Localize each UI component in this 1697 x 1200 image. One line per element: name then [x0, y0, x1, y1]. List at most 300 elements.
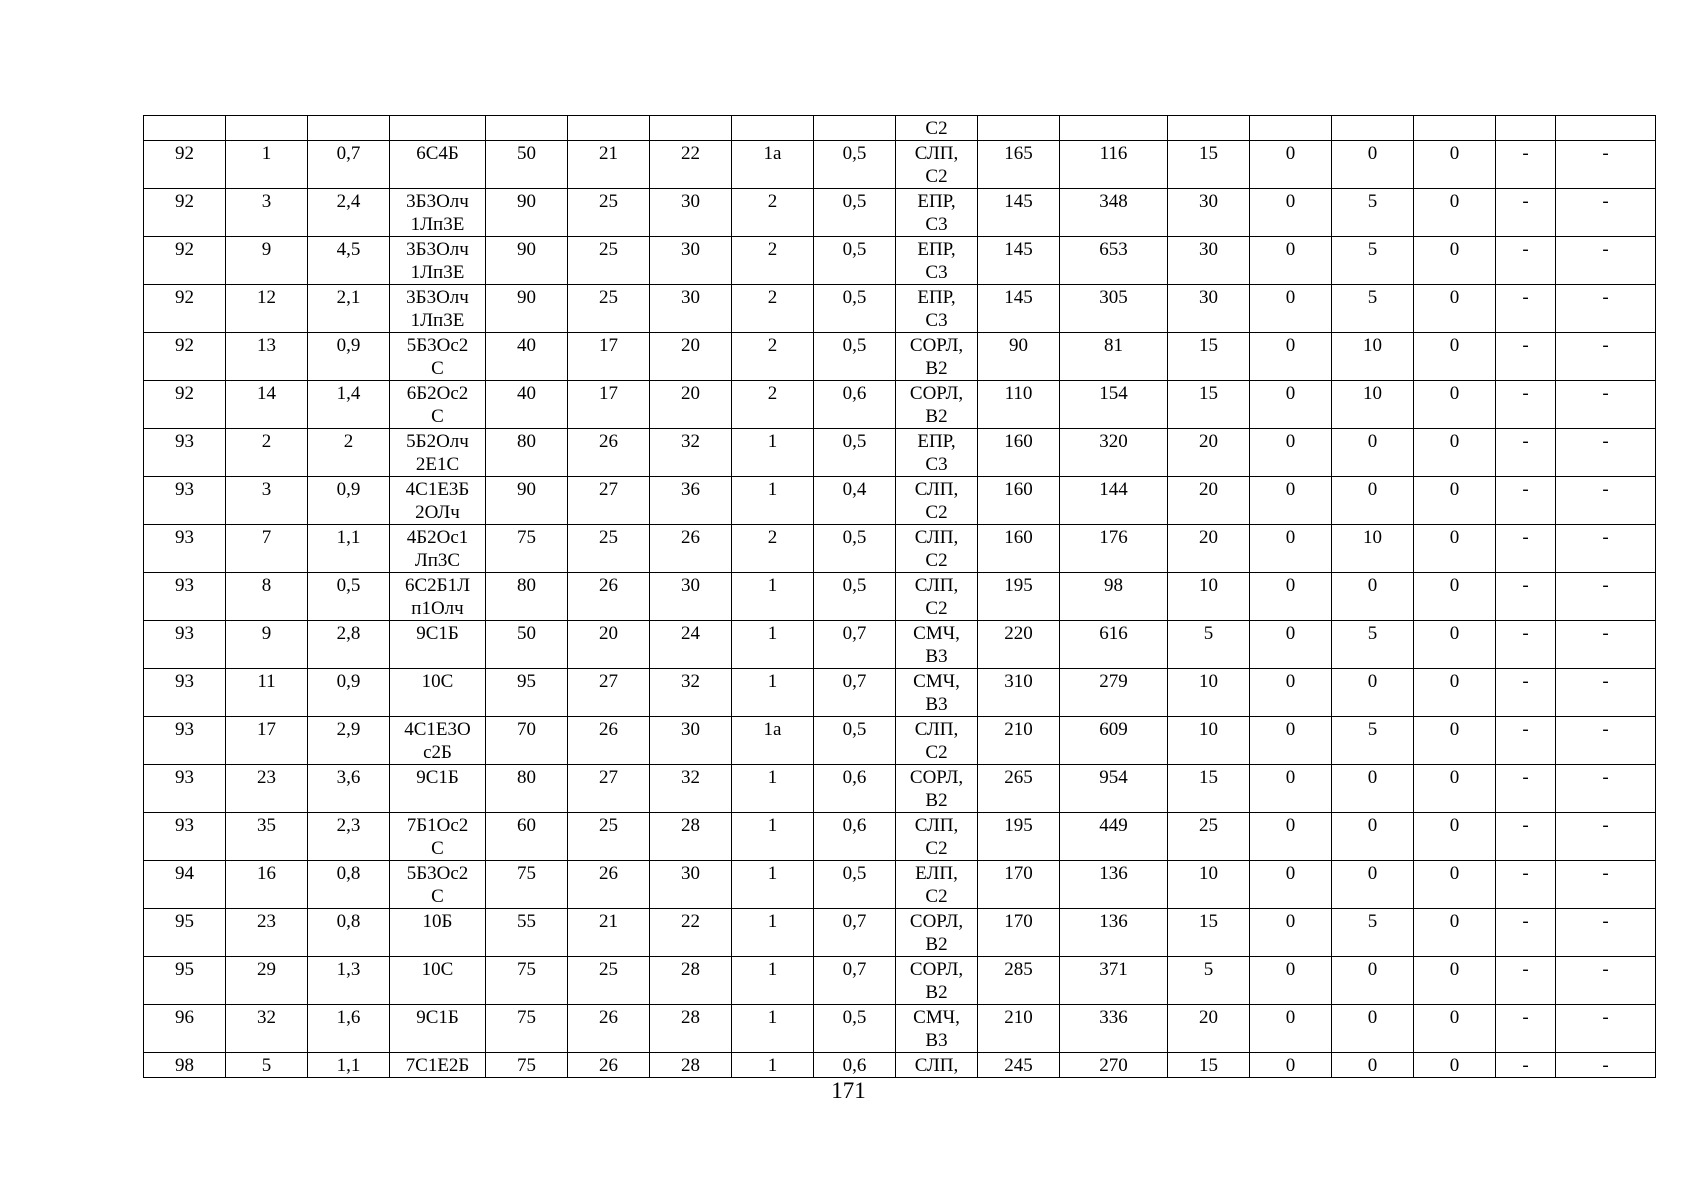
table-cell: 20 — [1168, 429, 1250, 477]
table-cell: 5Б3Ос2 С — [390, 861, 486, 909]
table-cell: 4,5 — [308, 237, 390, 285]
table-cell: 2,3 — [308, 813, 390, 861]
table-cell: - — [1496, 717, 1556, 765]
table-cell: 2 — [226, 429, 308, 477]
table-cell: 10Б — [390, 909, 486, 957]
table-cell: 305 — [1060, 285, 1168, 333]
table-cell: 28 — [650, 1053, 732, 1078]
table-cell: 0 — [1414, 621, 1496, 669]
table-cell: 954 — [1060, 765, 1168, 813]
table-cell: 0 — [1414, 1005, 1496, 1053]
table-cell: 0,5 — [814, 525, 896, 573]
table-cell: 98 — [144, 1053, 226, 1078]
table-cell: 0 — [1414, 765, 1496, 813]
table-cell: 1,1 — [308, 525, 390, 573]
table-cell: 1 — [732, 1005, 814, 1053]
table-cell: 20 — [568, 621, 650, 669]
table-cell: 0 — [1250, 477, 1332, 525]
table-cell: - — [1496, 813, 1556, 861]
table-cell: 26 — [568, 861, 650, 909]
table-cell: 0 — [1250, 237, 1332, 285]
table-cell: 5Б2Олч 2Е1С — [390, 429, 486, 477]
table-cell: 26 — [568, 429, 650, 477]
table-cell: 5Б3Ос2 С — [390, 333, 486, 381]
table-cell: - — [1496, 525, 1556, 573]
table-cell: 0,7 — [814, 957, 896, 1005]
table-cell: 170 — [978, 909, 1060, 957]
table-cell: СОРЛ, В2 — [896, 765, 978, 813]
table-cell: 14 — [226, 381, 308, 429]
table-cell: 616 — [1060, 621, 1168, 669]
table-cell: 10С — [390, 669, 486, 717]
table-cell: 26 — [568, 573, 650, 621]
table-cell: 90 — [486, 189, 568, 237]
table-row — [144, 477, 1656, 525]
table-cell: 4С1Е3Б 2ОЛч — [390, 477, 486, 525]
table-cell: 21 — [568, 909, 650, 957]
table-cell: 5 — [226, 1053, 308, 1078]
table-cell: 21 — [568, 141, 650, 189]
table-cell: 92 — [144, 189, 226, 237]
table-cell: 5 — [1168, 957, 1250, 1005]
table-cell: 0 — [1332, 429, 1414, 477]
table-cell: 10 — [1168, 573, 1250, 621]
table-cell: - — [1556, 333, 1656, 381]
table-cell: 20 — [1168, 1005, 1250, 1053]
table-cell: 279 — [1060, 669, 1168, 717]
table-cell: 3 — [226, 189, 308, 237]
table-cell: - — [1496, 909, 1556, 957]
table-cell: 5 — [1332, 285, 1414, 333]
table-cell: 10 — [1168, 717, 1250, 765]
table-cell: 1 — [732, 957, 814, 1005]
table-cell: 0 — [1250, 813, 1332, 861]
table-cell: 75 — [486, 1053, 568, 1078]
table-cell: 371 — [1060, 957, 1168, 1005]
table-cell: 23 — [226, 909, 308, 957]
table-cell: 2,9 — [308, 717, 390, 765]
table-row — [144, 116, 1656, 141]
table-cell: 2 — [732, 285, 814, 333]
table-cell: 116 — [1060, 141, 1168, 189]
table-cell: - — [1556, 861, 1656, 909]
table-cell: 0,5 — [814, 237, 896, 285]
table-cell: 96 — [144, 1005, 226, 1053]
table-cell: 2 — [732, 525, 814, 573]
table-cell: 160 — [978, 525, 1060, 573]
table-cell: 55 — [486, 909, 568, 957]
table-cell: 0 — [1414, 861, 1496, 909]
table-cell: 1,1 — [308, 1053, 390, 1078]
table-cell: 9С1Б — [390, 1005, 486, 1053]
table-cell — [1250, 116, 1332, 141]
table-cell: 93 — [144, 765, 226, 813]
table-cell: 16 — [226, 861, 308, 909]
table-cell: 0,5 — [814, 141, 896, 189]
table-cell: 0 — [1250, 1053, 1332, 1078]
table-cell: 1 — [732, 477, 814, 525]
table-cell: 2,1 — [308, 285, 390, 333]
table-cell: 2 — [308, 429, 390, 477]
table-cell: 0 — [1414, 237, 1496, 285]
table-cell: 9 — [226, 621, 308, 669]
table-cell: - — [1556, 285, 1656, 333]
table-cell: 3,6 — [308, 765, 390, 813]
table-cell: - — [1556, 237, 1656, 285]
table-cell: 210 — [978, 1005, 1060, 1053]
table-cell: 0,6 — [814, 381, 896, 429]
table-cell: - — [1496, 141, 1556, 189]
table-cell: 75 — [486, 525, 568, 573]
table-cell: 92 — [144, 141, 226, 189]
table-cell: 0 — [1250, 429, 1332, 477]
table-cell: - — [1496, 189, 1556, 237]
table-cell: 0 — [1414, 189, 1496, 237]
table-cell: 5 — [1332, 909, 1414, 957]
table-cell: 1а — [732, 141, 814, 189]
table-cell: 0 — [1414, 141, 1496, 189]
table-cell: ЕПР, С3 — [896, 189, 978, 237]
table-cell: - — [1556, 141, 1656, 189]
table-cell: 32 — [650, 429, 732, 477]
table-cell: 25 — [568, 813, 650, 861]
table-row — [144, 333, 1656, 381]
table-row — [144, 1005, 1656, 1053]
table-cell: 93 — [144, 813, 226, 861]
table-cell: 50 — [486, 621, 568, 669]
table-cell: 0,4 — [814, 477, 896, 525]
table-cell: 93 — [144, 717, 226, 765]
table-cell: 6С2Б1Л п1Олч — [390, 573, 486, 621]
table-cell: СМЧ, В3 — [896, 1005, 978, 1053]
table-cell: 30 — [1168, 237, 1250, 285]
table-cell: 1 — [732, 621, 814, 669]
table-cell: 0 — [1332, 1053, 1414, 1078]
table-cell: 1 — [732, 765, 814, 813]
table-cell: 30 — [650, 717, 732, 765]
table-cell: - — [1496, 429, 1556, 477]
table-cell: 11 — [226, 669, 308, 717]
table-cell: ЕЛП, С2 — [896, 861, 978, 909]
table-cell: 28 — [650, 813, 732, 861]
table-cell: - — [1496, 333, 1556, 381]
table-cell: 93 — [144, 621, 226, 669]
table-cell — [1414, 116, 1496, 141]
table-cell: 3Б3Олч 1Лп3Е — [390, 237, 486, 285]
table-cell: 90 — [486, 285, 568, 333]
table-cell: 0 — [1250, 189, 1332, 237]
table-cell: 1 — [732, 429, 814, 477]
table-cell: 160 — [978, 429, 1060, 477]
table-cell: 2,4 — [308, 189, 390, 237]
table-cell: 2 — [732, 237, 814, 285]
table-cell: 0 — [1332, 861, 1414, 909]
table-cell: СЛП, С2 — [896, 813, 978, 861]
table-cell: 0,5 — [814, 573, 896, 621]
table-cell: С2 — [896, 116, 978, 141]
table-cell: 154 — [1060, 381, 1168, 429]
table-cell: 60 — [486, 813, 568, 861]
table-cell: 30 — [650, 861, 732, 909]
table-cell: 265 — [978, 765, 1060, 813]
table-cell: 27 — [568, 669, 650, 717]
table-cell: 30 — [650, 573, 732, 621]
table-cell: - — [1556, 621, 1656, 669]
table-cell: 15 — [1168, 333, 1250, 381]
table-cell: 28 — [650, 1005, 732, 1053]
table-cell: 1 — [226, 141, 308, 189]
table-cell: 0 — [1414, 957, 1496, 1005]
table-cell: 0 — [1414, 669, 1496, 717]
forest-inventory-table — [143, 115, 1656, 1078]
table-cell: 93 — [144, 525, 226, 573]
table-cell: 93 — [144, 669, 226, 717]
table-cell — [1060, 116, 1168, 141]
table-cell: 3Б3Олч 1Лп3Е — [390, 189, 486, 237]
table-cell: - — [1556, 429, 1656, 477]
table-cell: 20 — [1168, 525, 1250, 573]
table-row — [144, 861, 1656, 909]
table-cell: СЛП, С2 — [896, 525, 978, 573]
table-row — [144, 237, 1656, 285]
table-cell: 95 — [486, 669, 568, 717]
table-cell: 75 — [486, 861, 568, 909]
table-cell: 40 — [486, 381, 568, 429]
table-cell: 0,7 — [814, 621, 896, 669]
table-cell: 1 — [732, 909, 814, 957]
table-cell: 4Б2Ос1 Лп3С — [390, 525, 486, 573]
table-cell: 2,8 — [308, 621, 390, 669]
table-cell: - — [1496, 1005, 1556, 1053]
table-cell: 32 — [650, 669, 732, 717]
table-cell: 93 — [144, 573, 226, 621]
table-cell: 10С — [390, 957, 486, 1005]
table-cell: 0 — [1414, 285, 1496, 333]
table-cell: 0 — [1250, 1005, 1332, 1053]
table-cell: 653 — [1060, 237, 1168, 285]
table-cell: СОРЛ, В2 — [896, 957, 978, 1005]
table-cell: 245 — [978, 1053, 1060, 1078]
table-cell: 70 — [486, 717, 568, 765]
table-cell: 98 — [1060, 573, 1168, 621]
table-row — [144, 813, 1656, 861]
table-cell: 136 — [1060, 909, 1168, 957]
table-cell: - — [1496, 1053, 1556, 1078]
table-cell: - — [1496, 669, 1556, 717]
table-cell: - — [1556, 669, 1656, 717]
table-cell: 27 — [568, 765, 650, 813]
table-cell: 93 — [144, 477, 226, 525]
table-cell: 2 — [732, 333, 814, 381]
table-cell: - — [1496, 285, 1556, 333]
table-cell: 5 — [1332, 189, 1414, 237]
table-cell: 30 — [1168, 285, 1250, 333]
table-cell: 17 — [568, 381, 650, 429]
table-cell: 0 — [1250, 141, 1332, 189]
table-cell: - — [1496, 573, 1556, 621]
table-cell: 7Б1Ос2 С — [390, 813, 486, 861]
table-cell: 110 — [978, 381, 1060, 429]
table-cell: 75 — [486, 957, 568, 1005]
table-cell: 0 — [1414, 525, 1496, 573]
table-cell: 0 — [1414, 381, 1496, 429]
table-cell: 95 — [144, 957, 226, 1005]
table-row — [144, 189, 1656, 237]
table-cell: 165 — [978, 141, 1060, 189]
table-cell: 27 — [568, 477, 650, 525]
table-cell: 0 — [1414, 333, 1496, 381]
table-cell: 5 — [1332, 621, 1414, 669]
table-cell: 92 — [144, 333, 226, 381]
page-number: 171 — [831, 1078, 866, 1103]
table-cell: - — [1556, 765, 1656, 813]
table-cell: - — [1556, 957, 1656, 1005]
table-cell: 0,7 — [814, 669, 896, 717]
table-cell: 20 — [650, 333, 732, 381]
table-cell: 2 — [732, 381, 814, 429]
table-cell: 2 — [732, 189, 814, 237]
table-cell: СЛП, С2 — [896, 573, 978, 621]
table-cell: 0 — [1250, 861, 1332, 909]
table-cell: 0 — [1332, 1005, 1414, 1053]
table-cell — [1168, 116, 1250, 141]
table-cell: 145 — [978, 237, 1060, 285]
table-cell: 170 — [978, 861, 1060, 909]
table-cell: 80 — [486, 429, 568, 477]
table-cell: 30 — [650, 237, 732, 285]
table-cell: СЛП, С2 — [896, 477, 978, 525]
table-cell: 22 — [650, 141, 732, 189]
table-cell: 5 — [1168, 621, 1250, 669]
table-cell: 270 — [1060, 1053, 1168, 1078]
table-cell: 1 — [732, 669, 814, 717]
table-cell: 136 — [1060, 861, 1168, 909]
table-cell: 75 — [486, 1005, 568, 1053]
table-cell: - — [1556, 717, 1656, 765]
table-cell — [978, 116, 1060, 141]
table-cell: 15 — [1168, 381, 1250, 429]
table-row — [144, 1053, 1656, 1078]
table-cell: 0 — [1250, 717, 1332, 765]
table-cell: 36 — [650, 477, 732, 525]
table-cell: 7С1Е2Б — [390, 1053, 486, 1078]
table-cell: 348 — [1060, 189, 1168, 237]
table-cell — [390, 116, 486, 141]
table-cell: 0 — [1332, 573, 1414, 621]
table-cell: 0,7 — [814, 909, 896, 957]
table-cell: 8 — [226, 573, 308, 621]
table-cell — [650, 116, 732, 141]
table-cell: 7 — [226, 525, 308, 573]
table-cell: 80 — [486, 573, 568, 621]
table-cell: 10 — [1332, 333, 1414, 381]
table-cell: 25 — [568, 285, 650, 333]
table-cell: 0 — [1332, 813, 1414, 861]
table-cell: 0,5 — [814, 1005, 896, 1053]
table-cell: - — [1556, 189, 1656, 237]
table-cell: 22 — [650, 909, 732, 957]
table-cell: 12 — [226, 285, 308, 333]
table-cell — [814, 116, 896, 141]
table-cell: 310 — [978, 669, 1060, 717]
table-row — [144, 717, 1656, 765]
table-cell: 10 — [1168, 669, 1250, 717]
table-cell: ЕПР, С3 — [896, 285, 978, 333]
table-cell: 210 — [978, 717, 1060, 765]
table-cell: - — [1556, 573, 1656, 621]
table-cell: СЛП, — [896, 1053, 978, 1078]
table-cell: 50 — [486, 141, 568, 189]
table-cell: 285 — [978, 957, 1060, 1005]
table-cell: 93 — [144, 429, 226, 477]
table-cell: 15 — [1168, 765, 1250, 813]
table-cell: 1,3 — [308, 957, 390, 1005]
table-cell: 32 — [650, 765, 732, 813]
table-row — [144, 765, 1656, 813]
table-cell: 449 — [1060, 813, 1168, 861]
table-cell: 0,9 — [308, 333, 390, 381]
table-cell: 92 — [144, 237, 226, 285]
table-cell: СОРЛ, В2 — [896, 909, 978, 957]
table-cell: 1а — [732, 717, 814, 765]
table-cell: СОРЛ, В2 — [896, 333, 978, 381]
table-cell: 9С1Б — [390, 765, 486, 813]
table-cell: 25 — [568, 237, 650, 285]
table-cell: 0,8 — [308, 861, 390, 909]
table-cell — [1496, 116, 1556, 141]
table-row — [144, 909, 1656, 957]
table-cell: ЕПР, С3 — [896, 429, 978, 477]
table-cell: - — [1556, 1005, 1656, 1053]
table-cell: 94 — [144, 861, 226, 909]
table-cell: 0 — [1250, 909, 1332, 957]
table-cell: 0,9 — [308, 669, 390, 717]
table-cell: 0,5 — [814, 861, 896, 909]
table-cell — [486, 116, 568, 141]
table-cell: СОРЛ, В2 — [896, 381, 978, 429]
table-cell: 0,5 — [814, 429, 896, 477]
table-cell: 20 — [1168, 477, 1250, 525]
table-cell: 26 — [568, 1053, 650, 1078]
table-cell: 220 — [978, 621, 1060, 669]
table-cell: СЛП, С2 — [896, 141, 978, 189]
table-cell: - — [1556, 813, 1656, 861]
table-cell: 336 — [1060, 1005, 1168, 1053]
table-row — [144, 381, 1656, 429]
table-cell: СЛП, С2 — [896, 717, 978, 765]
table-cell: - — [1496, 765, 1556, 813]
table-cell: 28 — [650, 957, 732, 1005]
table-cell: 90 — [486, 477, 568, 525]
table-cell: 81 — [1060, 333, 1168, 381]
table-cell: 320 — [1060, 429, 1168, 477]
table-cell: 195 — [978, 573, 1060, 621]
table-cell: 0,7 — [308, 141, 390, 189]
table-cell: 0 — [1332, 477, 1414, 525]
table-cell: 176 — [1060, 525, 1168, 573]
table-cell — [1332, 116, 1414, 141]
table-cell: 9С1Б — [390, 621, 486, 669]
table-cell: 25 — [1168, 813, 1250, 861]
table-cell: 0,5 — [308, 573, 390, 621]
table-cell: 0 — [1414, 813, 1496, 861]
table-cell: 23 — [226, 765, 308, 813]
table-cell: 0 — [1250, 669, 1332, 717]
table-row — [144, 141, 1656, 189]
table-cell: 0 — [1414, 573, 1496, 621]
table-cell: 15 — [1168, 909, 1250, 957]
table-cell: 26 — [568, 717, 650, 765]
